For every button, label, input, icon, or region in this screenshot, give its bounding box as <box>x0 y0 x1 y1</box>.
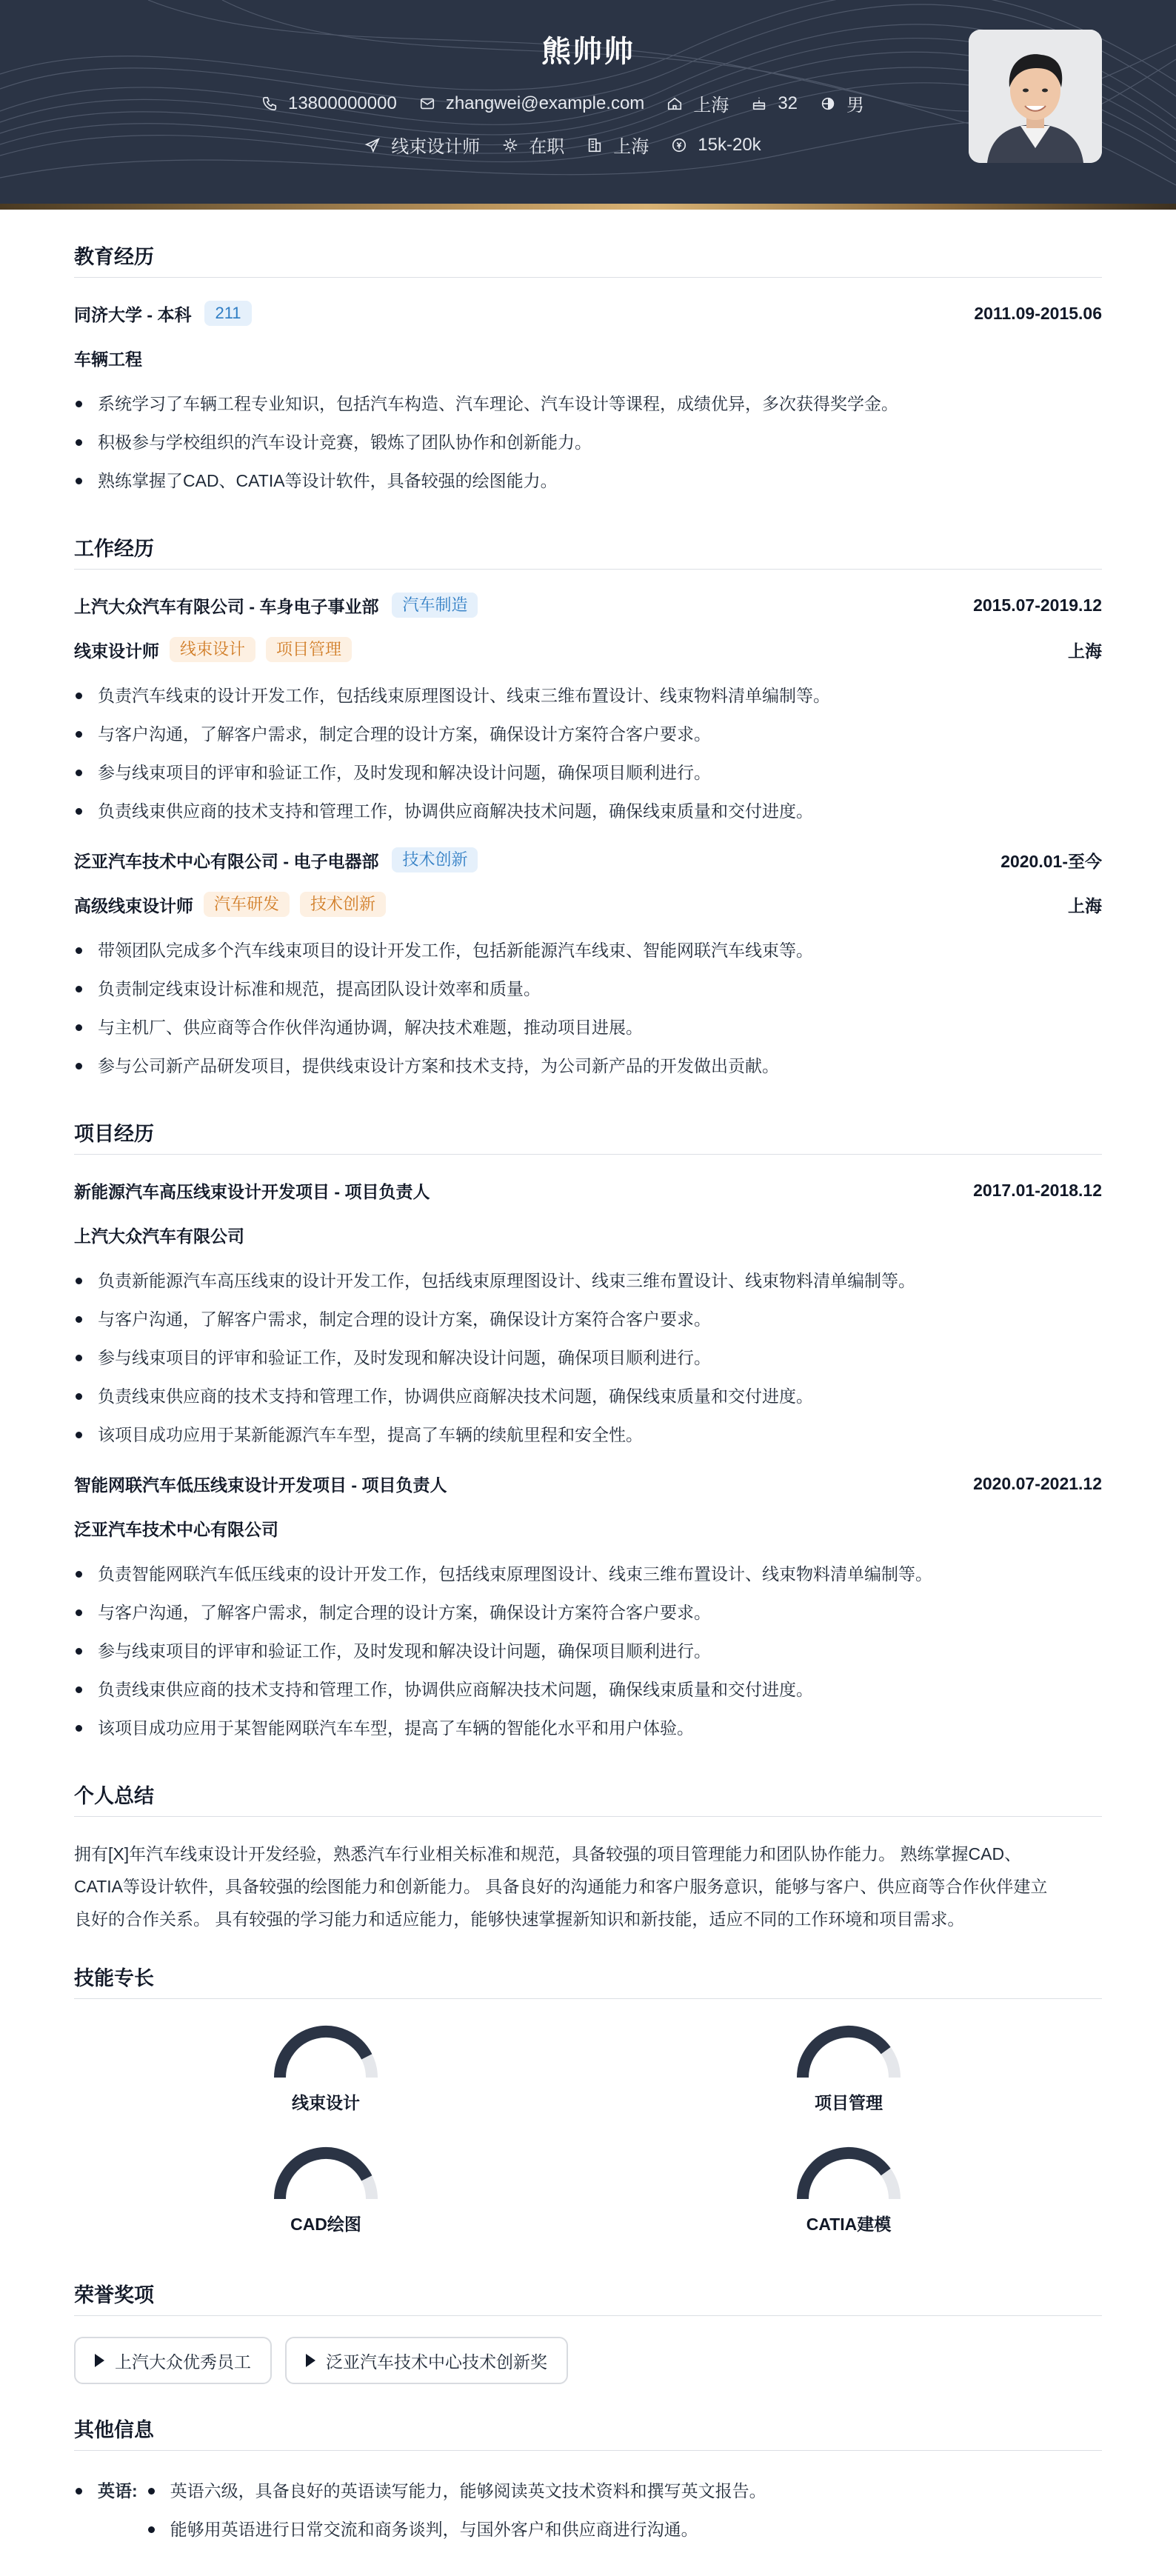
job-title-text: 线束设计师 <box>391 137 481 157</box>
other-section <box>74 2414 1102 2549</box>
skill-gauge <box>263 2141 389 2200</box>
section-title-work: 工作经历 <box>74 533 1102 570</box>
list-item: 英语六级，具备良好的英语读写能力，能够阅读英文技术资料和撰写英文报告。 <box>147 2472 766 2510</box>
list-item: 与主机厂、供应商等合作伙伴沟通协调，解决技术难题，推动项目进展。 <box>74 1008 1102 1047</box>
project-period: 2017.01-2018.12 <box>973 1180 1102 1200</box>
list-item: 与客户沟通，了解客户需求，制定合理的设计方案，确保设计方案符合客户要求。 <box>74 715 1102 753</box>
other-list <box>147 2472 766 2549</box>
gender-text: 男 <box>846 96 865 116</box>
play-triangle-icon <box>306 2354 315 2367</box>
skill-gauge <box>263 2020 389 2079</box>
work-period: 2015.07-2019.12 <box>973 595 1102 615</box>
send-icon <box>364 137 381 153</box>
gauge-fill <box>280 2032 367 2078</box>
status-text: 在职 <box>529 137 565 157</box>
summary-line: CATIA等设计软件，具备较强的绘图能力和创新能力。 具备良好的沟通能力和客户服务意识，能够与客户、供应商等合作伙伴建立 <box>74 1877 1048 1896</box>
award-text: 上汽大众优秀员工 <box>115 2352 251 2372</box>
gender-item <box>820 90 864 116</box>
award-chip <box>74 2337 272 2384</box>
education-bullets <box>74 384 1102 500</box>
salary-text: 15k-20k <box>698 134 761 155</box>
company-name: 泛亚汽车技术中心有限公司 - 电子电器部 <box>74 851 379 871</box>
gauge-fill <box>803 2032 886 2078</box>
list-item: 与客户沟通，了解客户需求，制定合理的设计方案，确保设计方案符合客户要求。 <box>74 1593 1102 1632</box>
list-item: 负责制定线束设计标准和规范，提高团队设计效率和质量。 <box>74 970 1102 1008</box>
play-triangle-icon <box>95 2354 104 2367</box>
list-item: 参与线束项目的评审和验证工作，及时发现和解决设计问题，确保项目顺利进行。 <box>74 1632 1102 1670</box>
age-text: 32 <box>778 93 798 113</box>
email-item <box>419 93 645 114</box>
age-item <box>751 93 798 114</box>
home-icon <box>666 96 683 112</box>
summary-line: 良好的合作关系。 具有较强的学习能力和适应能力，能够快速掌握新知识和新技能，适应不同的工作环境和项目需求。 <box>74 1909 965 1929</box>
portrait-illustration <box>969 30 1102 163</box>
list-item: 带领团队完成多个汽车线束项目的设计开发工作，包括新能源汽车线束、智能网联汽车线束等。 <box>74 931 1102 970</box>
list-item: 与客户沟通，了解客户需求，制定合理的设计方案，确保设计方案符合客户要求。 <box>74 1300 1102 1338</box>
work-city: 上海 <box>1068 895 1102 915</box>
header-accent-bar <box>0 204 1176 210</box>
skill-item <box>767 2141 930 2235</box>
skill-name: CATIA建模 <box>806 2215 892 2234</box>
school-name: 同济大学 - 本科 <box>74 304 192 324</box>
list-item: 负责汽车线束的设计开发工作，包括线束原理图设计、线束三维布置设计、线束物料清单编制等。 <box>74 676 1102 715</box>
email-text: zhangwei@example.com <box>445 93 645 113</box>
section-title-projects: 项目经历 <box>74 1118 1102 1155</box>
position-name: 线束设计师 <box>74 641 159 661</box>
skill-item <box>244 2141 407 2235</box>
project-entry <box>74 1175 1102 1454</box>
list-item: 负责线束供应商的技术支持和管理工作，协调供应商解决技术问题，确保线束质量和交付进度。 <box>74 1377 1102 1415</box>
project-entry <box>74 1469 1102 1747</box>
salary-item <box>671 135 761 156</box>
awards-list <box>74 2337 1102 2384</box>
skill-name: CAD绘图 <box>290 2215 361 2234</box>
project-org: 泛亚汽车技术中心有限公司 <box>74 1519 278 1539</box>
list-item: 熟练掌握了CAD、CATIA等设计软件，具备较强的绘图能力。 <box>74 461 1102 500</box>
industry-tag: 汽车制造 <box>392 593 478 618</box>
list-item: 参与公司新产品研发项目，提供线束设计方案和技术支持，为公司新产品的开发做出贡献。 <box>74 1047 1102 1085</box>
work-city: 上海 <box>1068 641 1102 661</box>
status-icon <box>502 137 518 153</box>
summary-text <box>74 1838 1102 1935</box>
section-title-education: 教育经历 <box>74 241 1102 278</box>
list-item: 负责线束供应商的技术支持和管理工作，协调供应商解决技术问题，确保线束质量和交付进度。 <box>74 792 1102 830</box>
skill-tag: 汽车研发 <box>204 892 290 917</box>
project-name: 新能源汽车高压线束设计开发项目 - 项目负责人 <box>74 1181 430 1201</box>
gauge-fill <box>803 2153 886 2199</box>
projects-section <box>74 1118 1102 1747</box>
section-title-summary: 个人总结 <box>74 1780 1102 1817</box>
section-title-awards: 荣誉奖项 <box>74 2279 1102 2316</box>
skill-name: 线束设计 <box>292 2093 360 2112</box>
education-period: 2011.09-2015.06 <box>974 303 1102 323</box>
award-text: 泛亚汽车技术中心技术创新奖 <box>326 2352 547 2372</box>
project-period: 2020.07-2021.12 <box>973 1473 1102 1493</box>
skills-section <box>74 1962 1102 2264</box>
project-org: 上汽大众汽车有限公司 <box>74 1226 244 1246</box>
avatar <box>969 30 1102 163</box>
education-major-row <box>74 343 1102 373</box>
school-tag: 211 <box>204 301 251 326</box>
hometown-item <box>666 90 729 116</box>
phone-item <box>261 93 397 114</box>
list-item: 参与线束项目的评审和验证工作，及时发现和解决设计问题，确保项目顺利进行。 <box>74 1338 1102 1377</box>
other-label: 英语: <box>74 2472 138 2510</box>
work-bullets <box>74 931 1102 1085</box>
job-title-item <box>364 132 480 158</box>
skill-tag: 技术创新 <box>300 892 386 917</box>
building-icon <box>587 137 603 153</box>
skill-gauge <box>786 2020 912 2079</box>
summary-section <box>74 1780 1102 1935</box>
list-item: 参与线束项目的评审和验证工作，及时发现和解决设计问题，确保项目顺利进行。 <box>74 753 1102 792</box>
education-entry-head <box>74 298 1102 328</box>
contact-info-row <box>193 90 933 116</box>
skill-tag: 项目管理 <box>266 637 352 662</box>
candidate-name: 熊帅帅 <box>541 36 635 68</box>
project-name: 智能网联汽车低压线束设计开发项目 - 项目负责人 <box>74 1475 447 1495</box>
work-section <box>74 533 1102 1085</box>
company-name: 上汽大众汽车有限公司 - 车身电子事业部 <box>74 596 379 616</box>
phone-text: 13800000000 <box>287 93 397 113</box>
list-item: 系统学习了车辆工程专业知识，包括汽车构造、汽车理论、汽车设计等课程，成绩优异，多次获得奖学金。 <box>74 384 1102 423</box>
work-city-item <box>587 132 649 158</box>
project-bullets <box>74 1555 1102 1747</box>
skill-gauge <box>786 2141 912 2200</box>
work-entry <box>74 590 1102 830</box>
gauge-fill <box>280 2153 367 2199</box>
work-city-text: 上海 <box>613 137 649 157</box>
awards-section <box>74 2279 1102 2384</box>
list-item: 该项目成功应用于某新能源汽车车型，提高了车辆的续航里程和安全性。 <box>74 1415 1102 1454</box>
list-item: 负责智能网联汽车低压线束的设计开发工作，包括线束原理图设计、线束三维布置设计、线束物料清单编制等。 <box>74 1555 1102 1593</box>
list-item: 该项目成功应用于某智能网联汽车车型，提高了车辆的智能化水平和用户体验。 <box>74 1709 1102 1747</box>
section-title-other: 其他信息 <box>74 2414 1102 2451</box>
work-bullets <box>74 676 1102 830</box>
skill-item <box>244 2020 407 2114</box>
project-bullets <box>74 1261 1102 1454</box>
phone-icon <box>261 96 278 112</box>
coin-icon <box>671 137 687 153</box>
list-item: 能够用英语进行日常交流和商务谈判，与国外客户和供应商进行沟通。 <box>147 2510 766 2549</box>
mail-icon <box>419 96 435 112</box>
major-name: 车辆工程 <box>74 349 142 369</box>
list-item: 积极参与学校组织的汽车设计竞赛，锻炼了团队协作和创新能力。 <box>74 423 1102 461</box>
list-item: 负责新能源汽车高压线束的设计开发工作，包括线束原理图设计、线束三维布置设计、线束物料清单编制等。 <box>74 1261 1102 1300</box>
skill-name: 项目管理 <box>815 2093 883 2112</box>
resume-body <box>74 210 1102 2549</box>
other-row-english <box>74 2472 1102 2549</box>
summary-line: 拥有[X]年汽车线束设计开发经验，熟悉汽车行业相关标准和规范，具备较强的项目管理能力和团队协作能力。 熟练掌握CAD、 <box>74 1844 1022 1863</box>
work-period: 2020.01-至今 <box>1000 851 1102 871</box>
resume-header <box>0 0 1176 210</box>
skill-tag: 线束设计 <box>170 637 255 662</box>
education-section <box>74 241 1102 500</box>
status-item <box>502 132 564 158</box>
cake-icon <box>751 96 767 112</box>
skill-item <box>767 2020 930 2114</box>
industry-tag: 技术创新 <box>392 847 478 872</box>
job-info-row <box>193 132 933 158</box>
work-entry <box>74 845 1102 1085</box>
skills-grid <box>74 2020 1102 2264</box>
section-title-skills: 技能专长 <box>74 1962 1102 1999</box>
hometown-text: 上海 <box>693 96 729 116</box>
list-item: 负责线束供应商的技术支持和管理工作，协调供应商解决技术问题，确保线束质量和交付进度。 <box>74 1670 1102 1709</box>
position-name: 高级线束设计师 <box>74 895 193 915</box>
award-chip <box>285 2337 568 2384</box>
gender-icon <box>820 96 836 112</box>
